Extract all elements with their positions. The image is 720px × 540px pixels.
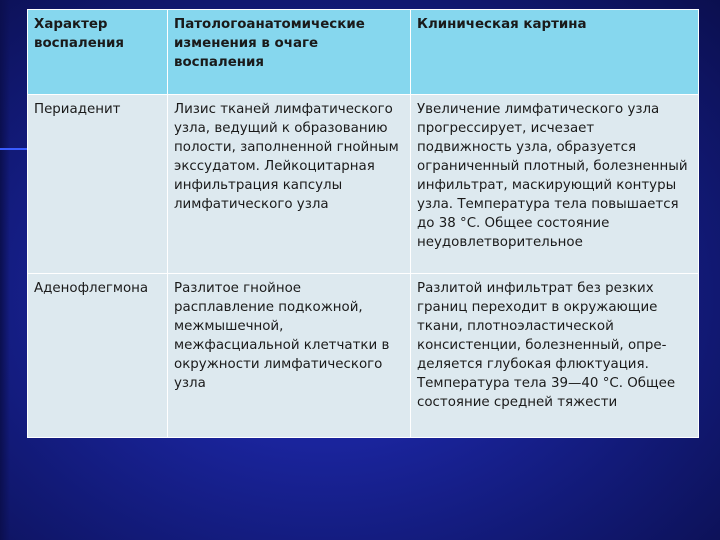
cell-clinical-picture: Увеличение лимфатического узла прогрессирует, исчезает подвижность узла, образуется ограниченный плотный, болезненный инфильтрат, маскирующий контуры узла. Температура тела повышается до 38 °С. Общее состояние неудовлетворительное xyxy=(411,95,699,274)
inflammation-table xyxy=(27,9,699,438)
table-row xyxy=(28,274,699,438)
cell-inflammation-type: Аденофлегмона xyxy=(28,274,168,438)
table-header-row xyxy=(28,10,699,95)
cell-pathological-changes: Разлитое гнойное расплавление подкожной, межмышечной, межфасциальной клетчатки в окружности лимфатического узла xyxy=(168,274,411,438)
header-pathological-changes: Патологоанатомические изменения в очаге воспаления xyxy=(168,10,411,95)
header-clinical-picture: Клиническая картина xyxy=(411,10,699,95)
table-row xyxy=(28,95,699,274)
left-shade xyxy=(0,0,10,540)
cell-pathological-changes: Лизис тканей лимфатического узла, ведущий к образованию полости, заполненной гнойным экссудатом. Лейкоцитарная инфильтрация капсулы лимфатического узла xyxy=(168,95,411,274)
cell-inflammation-type: Периаденит xyxy=(28,95,168,274)
cell-clinical-picture: Разлитой инфильтрат без резких границ переходит в окружающие ткани, плотноэластической консистенции, болезненный, опре-деляется глубокая флюктуация. Температура тела 39—40 °С. Общее состояние средней тяжести xyxy=(411,274,699,438)
header-inflammation-type: Характер воспаления xyxy=(28,10,168,95)
